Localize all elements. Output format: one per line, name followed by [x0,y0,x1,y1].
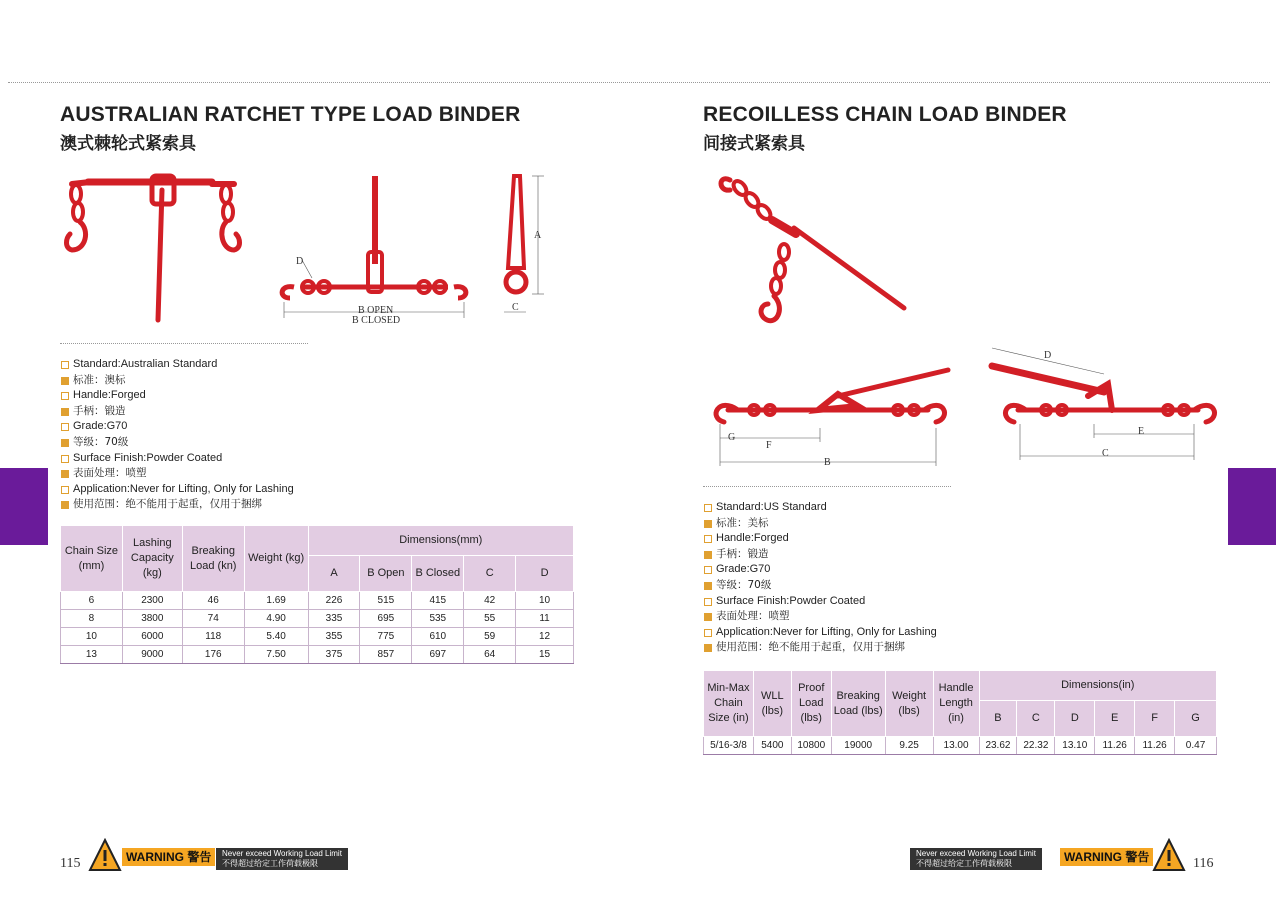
ratchet-binder-front-drawing [272,172,472,327]
table-cell: 610 [412,628,464,646]
table-cell: 10 [516,592,574,610]
label-b-closed: B CLOSED [352,315,401,326]
table-cell: 415 [412,592,464,610]
right-spec-standard-cn: 标准：美标 [704,516,937,532]
warning-label-cn: 警告 [187,850,212,864]
left-title-cn: 澳式棘轮式紧索具 [60,134,196,154]
table-row [61,592,574,610]
warning-triangle-icon [88,838,122,872]
table-cell: 12 [516,628,574,646]
left-th-dim-b-closed: B Closed [412,556,464,592]
right-th-dim-b: B [979,701,1017,737]
warning-label-en: WARNING [1064,850,1122,864]
left-page-tab [0,468,48,545]
left-th-dim-a: A [308,556,360,592]
table-cell: 1.69 [244,592,308,610]
table-row [61,610,574,628]
table-cell: 11 [516,610,574,628]
left-spec-handle: Handle:Forged [61,388,294,404]
right-spec-application-cn: 使用范围：绝不能用于起重，仅用于捆绑 [704,640,937,656]
table-cell: 22.32 [1017,737,1055,755]
table-cell: 5400 [753,737,791,755]
left-th-breaking-load: Breaking Load (kn) [182,526,244,592]
warning-triangle-icon [1152,838,1186,872]
left-spec-finish: Surface Finish:Powder Coated [61,451,294,467]
right-th-dim-d: D [1055,701,1095,737]
table-cell: 3800 [122,610,182,628]
right-section-divider [703,486,951,487]
table-cell: 5.40 [244,628,308,646]
right-title-en: RECOILLESS CHAIN LOAD BINDER [703,103,1067,126]
warning-text-en: Never exceed Working Load Limit [916,849,1036,858]
table-cell: 9000 [122,646,182,664]
left-warning-banner [88,838,368,872]
left-spec-handle-cn: 手柄：锻造 [61,404,294,420]
table-cell: 19000 [831,737,885,755]
label-b-open: B OPEN [358,305,394,316]
label-g: G [728,432,736,443]
right-page-tab [1228,468,1276,545]
table-cell: 10 [61,628,123,646]
right-title-cn: 间接式紧索具 [703,134,805,154]
table-cell: 8 [61,610,123,628]
right-warning-text [910,848,1042,870]
table-cell: 176 [182,646,244,664]
right-th-dimensions: Dimensions(in) [979,671,1217,701]
right-spec-application: Application:Never for Lifting, Only for Lashing [704,625,937,641]
table-cell: 7.50 [244,646,308,664]
table-cell: 6 [61,592,123,610]
table-cell: 375 [308,646,360,664]
table-cell: 535 [412,610,464,628]
table-cell: 697 [412,646,464,664]
right-warning-banner [910,838,1190,872]
table-row [704,737,1217,755]
table-cell: 775 [360,628,412,646]
table-cell: 13.10 [1055,737,1095,755]
warning-text-en: Never exceed Working Load Limit [222,849,342,858]
left-th-lashing-capacity: Lashing Capacity (kg) [122,526,182,592]
left-th-dim-d: D [516,556,574,592]
left-spec-finish-cn: 表面处理：喷塑 [61,466,294,482]
table-cell: 9.25 [885,737,933,755]
left-warning-label [122,848,215,866]
left-th-weight: Weight (kg) [244,526,308,592]
table-cell: 355 [308,628,360,646]
table-row [61,646,574,664]
table-cell: 64 [464,646,516,664]
right-th-dim-g: G [1175,701,1217,737]
label-d: D [296,256,304,267]
table-cell: 59 [464,628,516,646]
left-section-divider [60,343,308,344]
label-d-right: D [1044,350,1052,361]
table-cell: 15 [516,646,574,664]
table-cell: 335 [308,610,360,628]
table-cell: 226 [308,592,360,610]
left-spec-standard-cn: 标准：澳标 [61,373,294,389]
right-spec-handle-cn: 手柄：锻造 [704,547,937,563]
label-b: B [824,457,831,468]
left-spec-grade: Grade:G70 [61,419,294,435]
right-th-chain-size: Min-Max Chain Size (in) [704,671,754,737]
left-spec-grade-cn: 等级：70级 [61,435,294,451]
left-th-dim-c: C [464,556,516,592]
warning-label-cn: 警告 [1125,850,1150,864]
left-spec-application: Application:Never for Lifting, Only for Lashing [61,482,294,498]
table-cell: 46 [182,592,244,610]
right-spec-standard: Standard:US Standard [704,500,937,516]
label-a: A [534,230,542,241]
right-th-weight: Weight (lbs) [885,671,933,737]
right-spec-grade: Grade:G70 [704,562,937,578]
table-cell: 13.00 [933,737,979,755]
warning-text-cn: 不得超过给定工作荷载极限 [222,859,318,868]
right-th-proof-load: Proof Load (lbs) [791,671,831,737]
right-th-handle-length: Handle Length (in) [933,671,979,737]
left-th-dim-b-open: B Open [360,556,412,592]
left-page-number: 115 [60,856,81,871]
table-cell: 23.62 [979,737,1017,755]
right-th-breaking-load: Breaking Load (lbs) [831,671,885,737]
left-spec-list [61,357,294,513]
left-spec-standard: Standard:Australian Standard [61,357,294,373]
table-cell: 6000 [122,628,182,646]
recoilless-binder-photo [716,168,912,333]
table-cell: 55 [464,610,516,628]
right-th-dim-f: F [1135,701,1175,737]
right-th-wll: WLL (lbs) [753,671,791,737]
left-spec-application-cn: 使用范围：绝不能用于起重，仅用于捆绑 [61,497,294,513]
right-page-number: 116 [1193,856,1214,871]
table-cell: 5/16-3/8 [704,737,754,755]
right-th-dim-e: E [1095,701,1135,737]
right-spec-grade-cn: 等级：70级 [704,578,937,594]
left-title-en: AUSTRALIAN RATCHET TYPE LOAD BINDER [60,103,521,126]
table-cell: 118 [182,628,244,646]
right-spec-finish: Surface Finish:Powder Coated [704,594,937,610]
right-spec-handle: Handle:Forged [704,531,937,547]
table-cell: 42 [464,592,516,610]
table-row [61,628,574,646]
right-spec-table [703,670,1217,755]
table-cell: 11.26 [1135,737,1175,755]
left-th-chain-size: Chain Size (mm) [61,526,123,592]
top-divider [8,82,1270,83]
label-f: F [766,440,772,451]
table-cell: 10800 [791,737,831,755]
recoilless-binder-open-drawing [988,344,1212,462]
right-warning-label [1060,848,1153,866]
right-spec-list [704,500,937,656]
table-cell: 695 [360,610,412,628]
table-cell: 515 [360,592,412,610]
left-th-dimensions: Dimensions(mm) [308,526,573,556]
label-c: C [512,302,519,313]
left-spec-table [60,525,574,664]
warning-text-cn: 不得超过给定工作荷载极限 [916,859,1012,868]
ratchet-binder-photo [62,172,252,327]
left-warning-text [216,848,348,870]
right-spec-finish-cn: 表面处理：喷塑 [704,609,937,625]
table-cell: 2300 [122,592,182,610]
table-cell: 74 [182,610,244,628]
label-c-right: C [1102,448,1109,459]
ratchet-binder-side-drawing [498,172,558,322]
table-cell: 857 [360,646,412,664]
table-cell: 4.90 [244,610,308,628]
warning-label-en: WARNING [126,850,184,864]
right-th-dim-c: C [1017,701,1055,737]
recoilless-binder-front-drawing [708,362,948,470]
label-e: E [1138,426,1145,437]
table-cell: 13 [61,646,123,664]
table-cell: 11.26 [1095,737,1135,755]
table-cell: 0.47 [1175,737,1217,755]
